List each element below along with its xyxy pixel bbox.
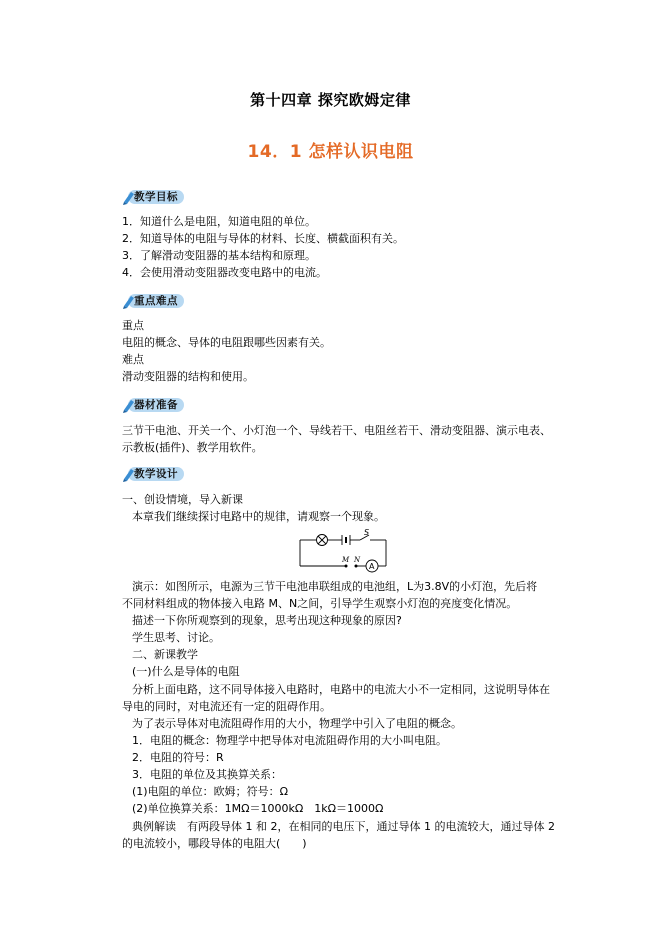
terminal-n-label: N (354, 556, 361, 564)
objective-item: 2．知道导体的电阻与导体的材料、长度、横截面积有关。 (122, 232, 404, 245)
analysis-text: 分析上面电路，这不同导体接入电路时，电路中的电流大小不一定相同，这说明导体在 (132, 683, 550, 696)
materials-badge (122, 397, 184, 413)
demo-text: 演示：如图所示，电源为三节干电池串联组成的电池组，L为3.8V的小灯泡，先后将 (132, 580, 538, 593)
materials-line: 三节干电池、开关一个、小灯泡一个、导线若干、电阻丝若干、滑动变阻器、演示电表、 (122, 424, 551, 437)
keypoints-badge (122, 293, 184, 309)
sub1-heading: (一)什么是导体的电阻 (132, 665, 240, 678)
switch-label: S (364, 528, 370, 537)
key-heading: 重点 (122, 319, 144, 332)
objectives-badge (122, 189, 184, 205)
concept-intro: 为了表示导体对电流阻碍作用的大小，物理学中引入了电阻的概念。 (132, 717, 462, 730)
key-text: 电阻的概念、导体的电阻跟哪些因素有关。 (122, 336, 331, 349)
terminal-m-dot (345, 565, 348, 568)
objective-item: 1．知道什么是电阻，知道电阻的单位。 (122, 215, 316, 228)
design-badge (122, 466, 184, 482)
objective-item: 4．会使用滑动变阻器改变电路中的电流。 (122, 266, 327, 279)
unit-text: (2)单位换算关系：1MΩ＝1000kΩ 1kΩ＝1000Ω (132, 802, 384, 815)
analysis-text: 导电的同时，对电流还有一定的阻碍作用。 (122, 700, 331, 713)
students-text: 学生思考、讨论。 (132, 631, 220, 644)
unit-text: (1)电阻的单位：欧姆；符号：Ω (132, 785, 288, 798)
materials-line: 示教板(插件)、教学用软件。 (122, 441, 263, 454)
question-text: 描述一下你所观察到的现象，思考出现这种现象的原因? (132, 614, 402, 627)
terminal-m-label: M (342, 556, 350, 564)
part2-heading: 二、新课教学 (132, 648, 198, 661)
difficulty-heading: 难点 (122, 353, 144, 366)
demo-text: 不同材料组成的物体接入电路 M、N之间，引导学生观察小灯泡的亮度变化情况。 (122, 597, 518, 610)
ammeter-label: A (369, 562, 375, 571)
chapter-title: 第十四章 探究欧姆定律 (250, 91, 411, 109)
point-text: 3．电阻的单位及其换算关系： (132, 768, 282, 781)
design-label: 教学设计 (134, 468, 178, 480)
circuit-diagram (298, 528, 388, 578)
section-title: 14．1 怎样认识电阻 (247, 142, 414, 162)
part1-heading: 一、创设情境，导入新课 (122, 493, 243, 506)
materials-label: 器材准备 (134, 399, 178, 411)
objective-item: 3．了解滑动变阻器的基本结构和原理。 (122, 249, 316, 262)
point-text: 2．电阻的符号：R (132, 751, 224, 764)
intro-text: 本章我们继续探讨电路中的规律，请观察一个现象。 (132, 510, 385, 523)
example-text: 典例解读 有两段导体 1 和 2，在相同的电压下，通过导体 1 的电流较大，通过导体 2 (132, 820, 555, 833)
example-text: 的电流较小，哪段导体的电阻大( ) (122, 837, 307, 850)
objectives-label: 教学目标 (134, 191, 178, 203)
keypoints-label: 重点难点 (134, 295, 178, 307)
difficulty-text: 滑动变阻器的结构和使用。 (122, 370, 254, 383)
point-text: 1．电阻的概念：物理学中把导体对电流阻碍作用的大小叫电阻。 (132, 734, 447, 747)
terminal-n-dot (355, 565, 358, 568)
